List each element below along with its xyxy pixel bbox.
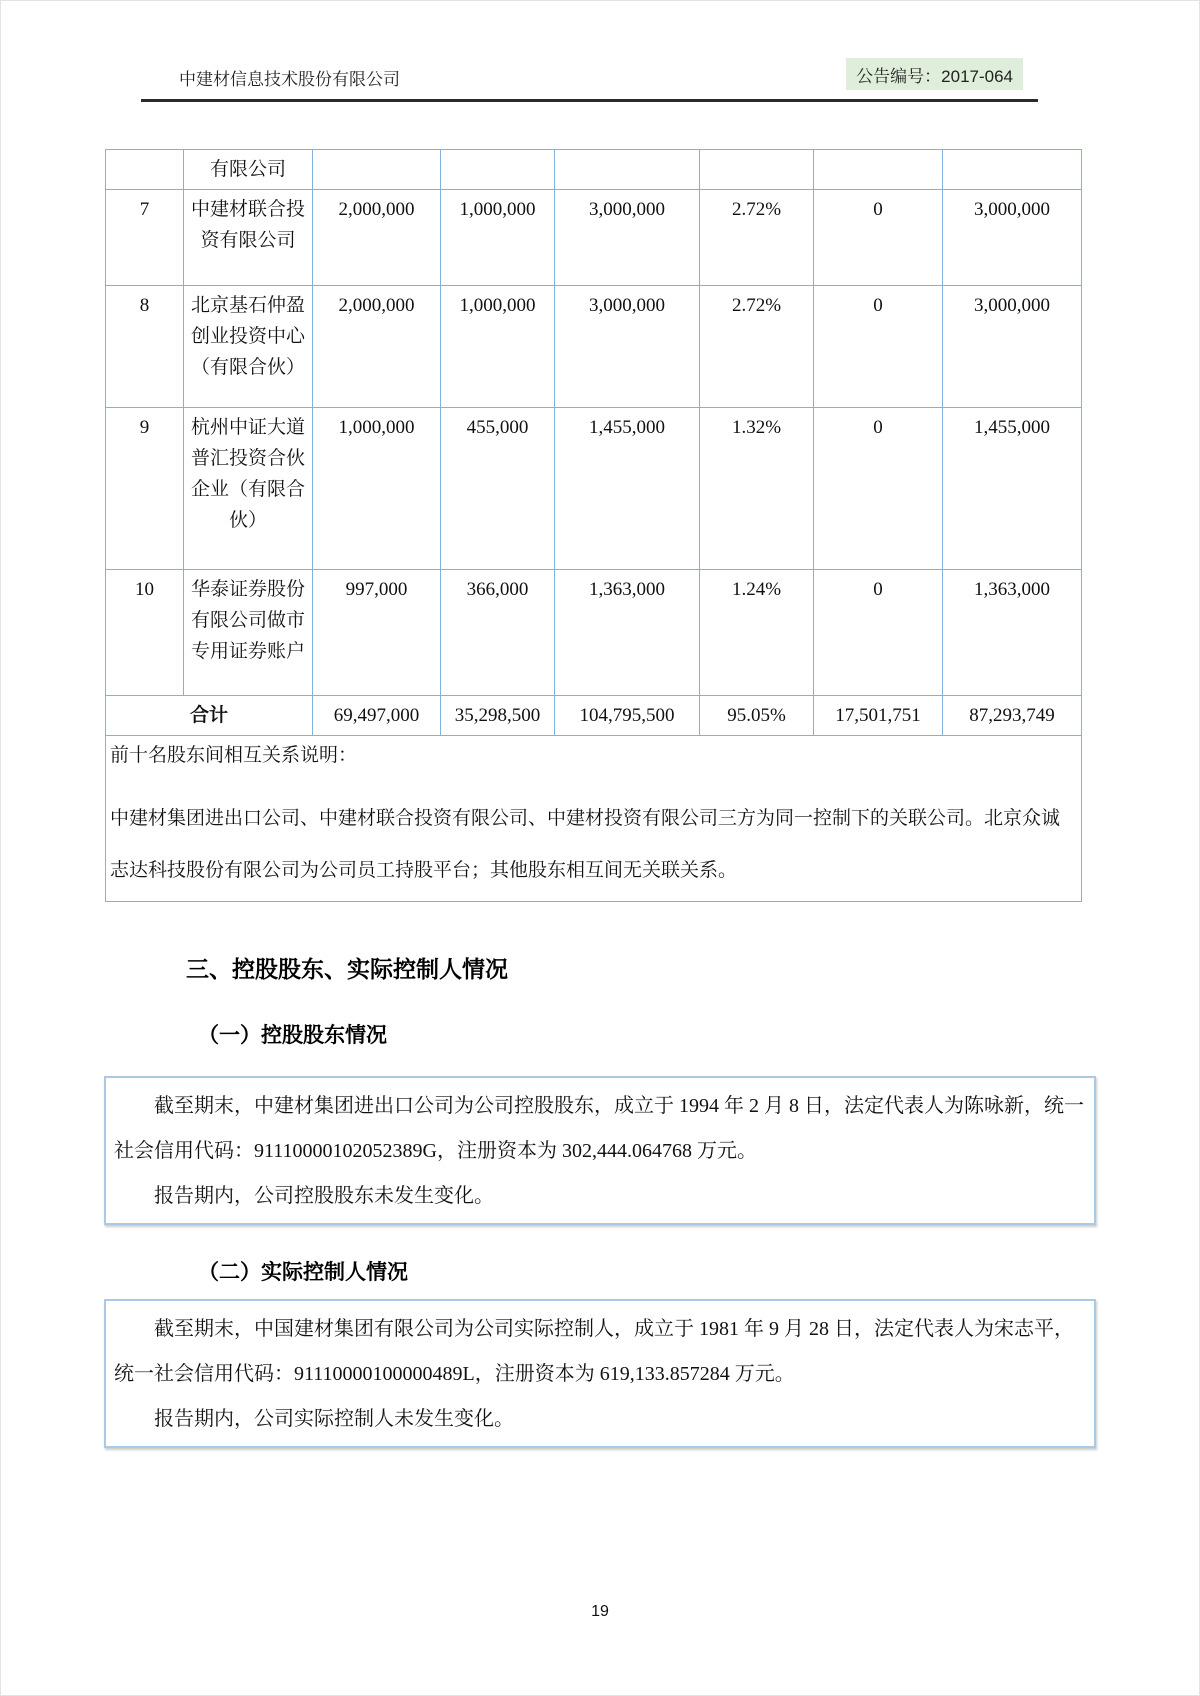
top-shareholders-table <box>105 149 1082 902</box>
announcement-number <box>846 58 1023 90</box>
total-value-cell: 69,497,000 <box>313 696 441 736</box>
paragraph: 截至期末，中国建材集团有限公司为公司实际控制人，成立于 1981 年 9 月 28 日，法定代表人为宋志平，统一社会信用代码：91110000100000489L，注册资本为 619,133.857284 万元。 <box>114 1318 1074 1385</box>
controlling-shareholder-box <box>104 1076 1096 1225</box>
total-value-cell: 104,795,500 <box>555 696 700 736</box>
subsection-heading-controlling-shareholder: （一）控股股东情况 <box>198 1024 387 1047</box>
shareholder-name-cell: 有限公司 <box>184 150 313 190</box>
value-cell <box>943 150 1082 190</box>
total-value-cell: 17,501,751 <box>814 696 943 736</box>
page-number: 19 <box>591 1603 609 1620</box>
row-number-cell: 8 <box>106 286 184 408</box>
section-heading-controlling: 三、控股股东、实际控制人情况 <box>186 956 508 982</box>
shareholder-name-cell: 杭州中证大道普汇投资合伙企业（有限合伙） <box>184 408 313 570</box>
value-cell: 2.72% <box>700 286 814 408</box>
value-cell <box>441 150 555 190</box>
value-cell <box>313 150 441 190</box>
value-cell: 1,363,000 <box>555 570 700 696</box>
total-value-cell: 95.05% <box>700 696 814 736</box>
value-cell: 997,000 <box>313 570 441 696</box>
row-number-cell: 7 <box>106 190 184 286</box>
paragraph: 报告期内，公司控股股东未发生变化。 <box>154 1185 494 1207</box>
value-cell: 0 <box>814 570 943 696</box>
total-value-cell: 87,293,749 <box>943 696 1082 736</box>
notes-cell <box>106 736 1082 902</box>
table-total-row <box>106 696 1082 736</box>
page-header <box>179 58 1023 90</box>
value-cell: 0 <box>814 190 943 286</box>
shareholder-name-cell: 中建材联合投资有限公司 <box>184 190 313 286</box>
table-row-8 <box>106 286 1082 408</box>
value-cell: 3,000,000 <box>943 190 1082 286</box>
header-rule <box>141 99 1038 102</box>
value-cell: 3,000,000 <box>555 190 700 286</box>
note-body: 中建材集团进出口公司、中建材联合投资有限公司、中建材投资有限公司三方为同一控制下的关联公司。北京众诚志达科技股份有限公司为公司员工持股平台；其他股东相互间无关联关系。 <box>110 808 1061 881</box>
note-title: 前十名股东间相互关系说明： <box>110 745 358 766</box>
value-cell: 3,000,000 <box>555 286 700 408</box>
subsection-heading-actual-controller: （二）实际控制人情况 <box>198 1261 408 1284</box>
row-number-cell: 10 <box>106 570 184 696</box>
shareholder-name-cell: 华泰证券股份有限公司做市专用证券账户 <box>184 570 313 696</box>
paragraph: 截至期末，中建材集团进出口公司为公司控股股东，成立于 1994 年 2 月 8 日，法定代表人为陈咏新，统一社会信用代码：91110000102052389G，注册资本为 302,444.064768 万元。 <box>114 1095 1084 1162</box>
paragraph: 报告期内，公司实际控制人未发生变化。 <box>154 1408 514 1430</box>
value-cell: 1,455,000 <box>555 408 700 570</box>
value-cell <box>814 150 943 190</box>
table-notes-row <box>106 736 1082 902</box>
value-cell: 1,000,000 <box>441 286 555 408</box>
announcement-label: 公告编号： <box>856 67 942 86</box>
value-cell: 366,000 <box>441 570 555 696</box>
value-cell: 1,000,000 <box>441 190 555 286</box>
value-cell: 455,000 <box>441 408 555 570</box>
value-cell: 1.24% <box>700 570 814 696</box>
total-label: 合计 <box>106 696 313 736</box>
value-cell <box>700 150 814 190</box>
row-number-cell: 9 <box>106 408 184 570</box>
value-cell: 2,000,000 <box>313 190 441 286</box>
row-number-cell <box>106 150 184 190</box>
value-cell <box>555 150 700 190</box>
value-cell: 1,000,000 <box>313 408 441 570</box>
value-cell: 0 <box>814 408 943 570</box>
shareholder-name-cell: 北京基石仲盈创业投资中心（有限合伙） <box>184 286 313 408</box>
value-cell: 1,363,000 <box>943 570 1082 696</box>
value-cell: 1,455,000 <box>943 408 1082 570</box>
value-cell: 3,000,000 <box>943 286 1082 408</box>
table-row-7 <box>106 190 1082 286</box>
company-name: 中建材信息技术股份有限公司 <box>179 70 400 89</box>
total-value-cell: 35,298,500 <box>441 696 555 736</box>
value-cell: 2.72% <box>700 190 814 286</box>
table-row-9 <box>106 408 1082 570</box>
table-row-10 <box>106 570 1082 696</box>
value-cell: 0 <box>814 286 943 408</box>
value-cell: 1.32% <box>700 408 814 570</box>
actual-controller-box <box>104 1299 1096 1448</box>
value-cell: 2,000,000 <box>313 286 441 408</box>
table-row-continued <box>106 150 1082 190</box>
announcement-value: 2017-064 <box>941 67 1013 86</box>
